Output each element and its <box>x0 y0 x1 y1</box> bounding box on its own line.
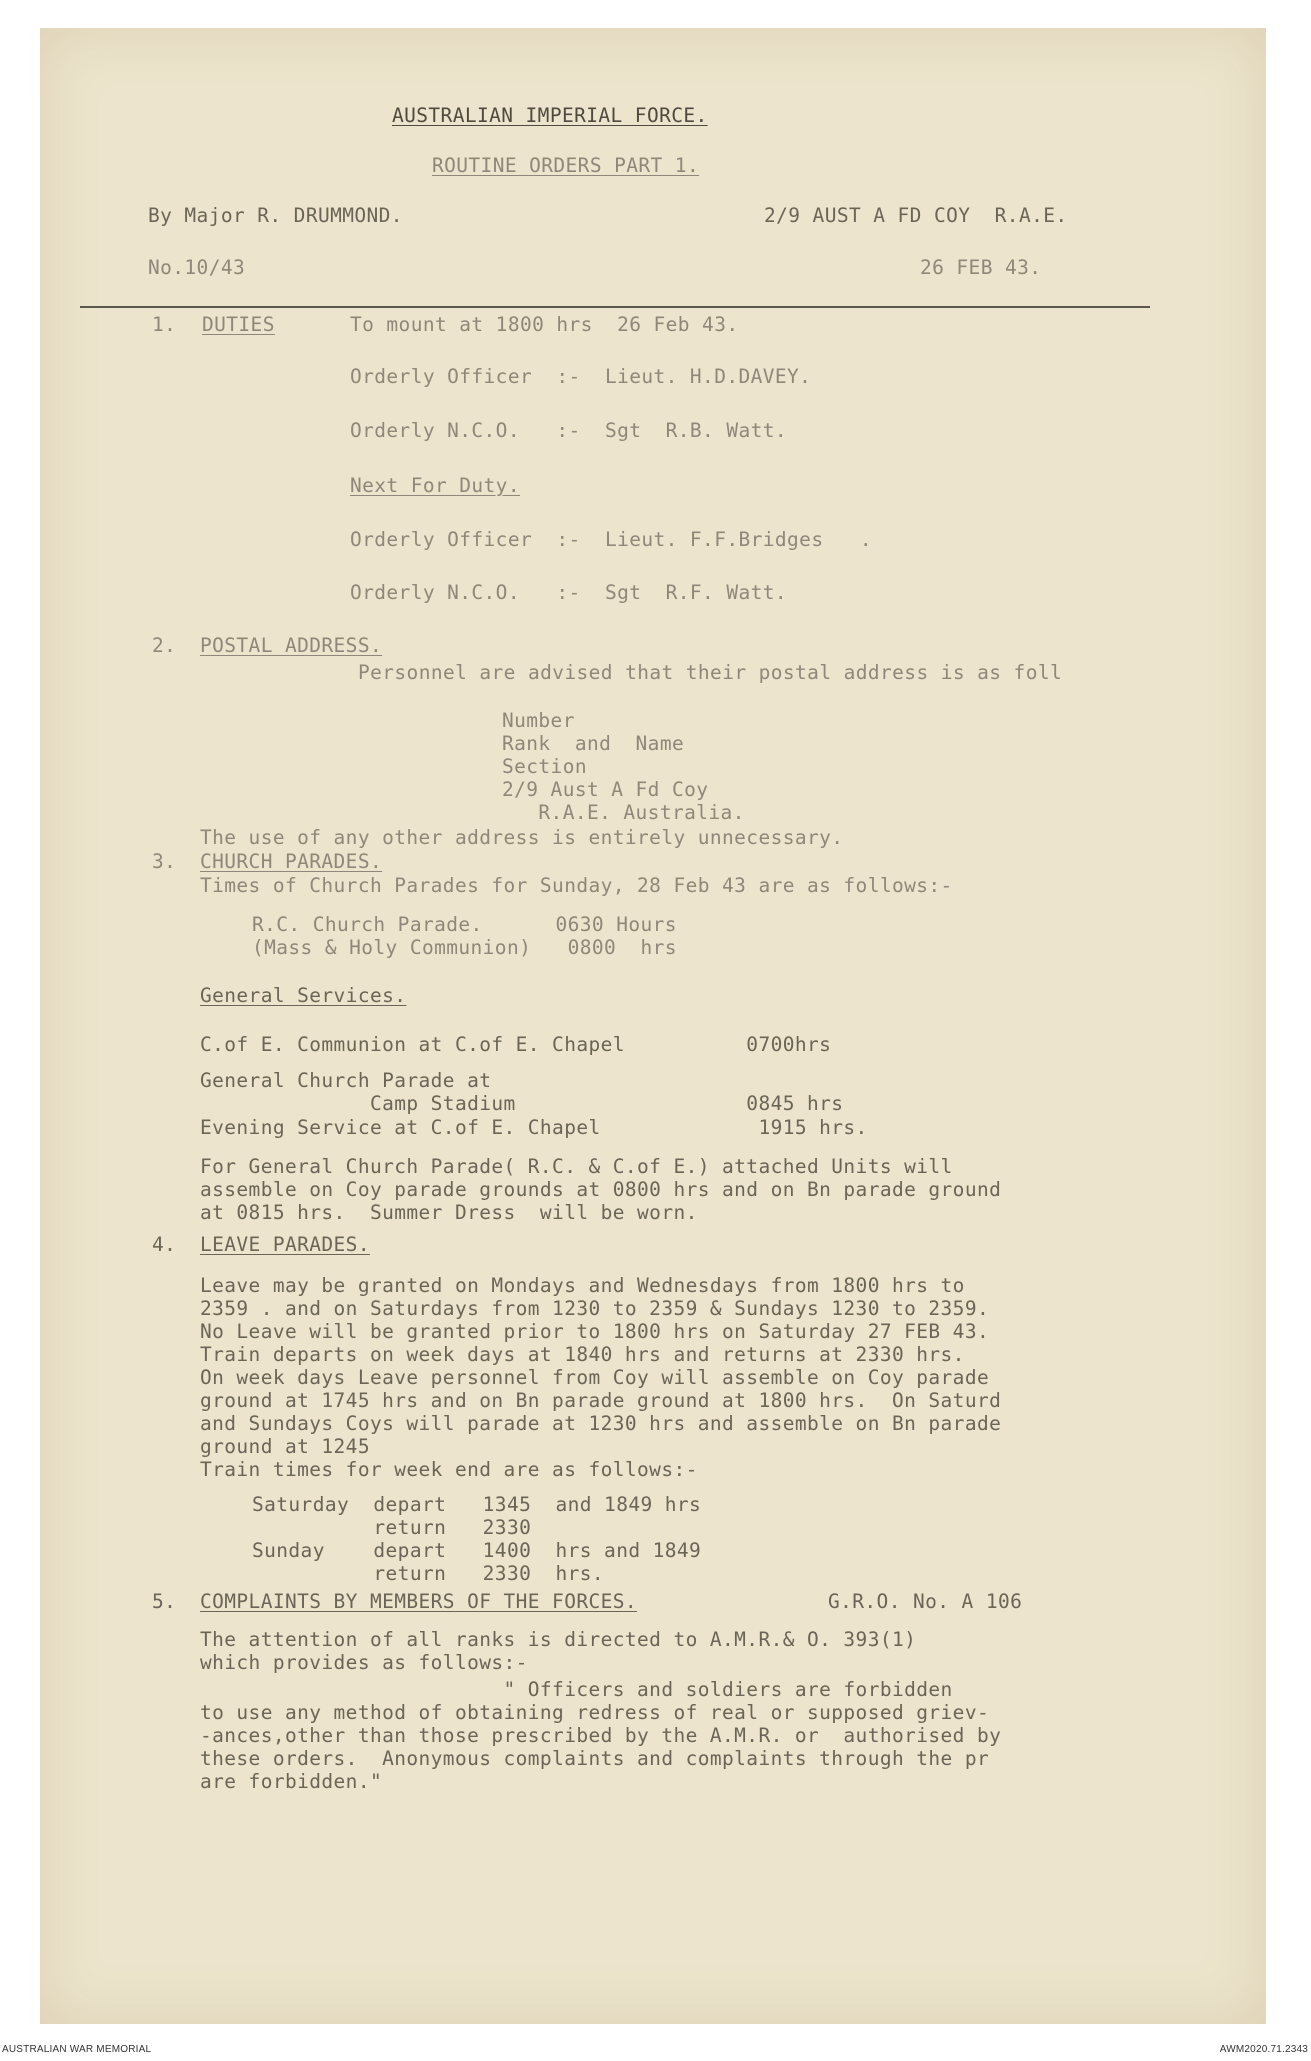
leave-line: ground at 1745 hrs and on Bn parade ground at 1800 hrs. On Saturd <box>200 1389 1002 1412</box>
train-time-line: Sunday depart 1400 hrs and 1849 <box>252 1539 702 1562</box>
service-line: Evening Service at C.of E. Chapel 1915 hrs. <box>200 1116 868 1139</box>
document-subtitle: ROUTINE ORDERS PART 1. <box>432 154 700 177</box>
church-closing-line: For General Church Parade( R.C. & C.of E.) attached Units will <box>200 1155 953 1178</box>
service-line: Camp Stadium 0845 hrs <box>200 1092 844 1115</box>
leave-line: ground at 1245 <box>200 1435 370 1458</box>
section-heading: DUTIES <box>202 313 275 336</box>
church-closing-line: assemble on Coy parade grounds at 0800 hrs and on Bn parade ground <box>200 1178 1002 1201</box>
leave-line: Leave may be granted on Mondays and Wednesdays from 1800 hrs to <box>200 1274 965 1297</box>
address-line: R.A.E. Australia. <box>502 801 745 824</box>
duty-line: Orderly N.C.O. :- Sgt R.F. Watt. <box>350 581 788 604</box>
footer-accession-number: AWM2020.71.2343 <box>1219 2044 1308 2055</box>
section-number: 3. <box>152 850 177 873</box>
train-time-line: return 2330 hrs. <box>252 1562 605 1585</box>
complaint-line: -ances,other than those prescribed by the A.M.R. or authorised by <box>200 1724 1002 1747</box>
complaint-line: are forbidden." <box>200 1770 383 1793</box>
leave-line: Train departs on week days at 1840 hrs and returns at 2330 hrs. <box>200 1343 965 1366</box>
train-time-line: return 2330 <box>252 1516 532 1539</box>
service-line: C.of E. Communion at C.of E. Chapel 0700hrs <box>200 1033 832 1056</box>
complaint-line: " Officers and soldiers are forbidden <box>200 1678 953 1701</box>
leave-line: On week days Leave personnel from Coy will assemble on Coy parade <box>200 1366 990 1389</box>
service-line: General Church Parade at <box>200 1069 492 1092</box>
duty-subheading: Next For Duty. <box>350 474 520 497</box>
issuer-line: By Major R. DRUMMOND. <box>148 204 403 227</box>
order-number: No.10/43 <box>148 256 246 279</box>
duty-line: Orderly Officer :- Lieut. F.F.Bridges . <box>350 528 873 551</box>
postal-intro: Personnel are advised that their postal address is as foll <box>358 661 1063 684</box>
complaint-line: to use any method of obtaining redress of real or supposed griev- <box>200 1701 990 1724</box>
section-heading: CHURCH PARADES. <box>200 850 383 873</box>
church-line: (Mass & Holy Communion) 0800 hrs <box>252 936 677 959</box>
section-number: 5. <box>152 1590 177 1613</box>
complaint-line: The attention of all ranks is directed to A.M.R.& O. 393(1) <box>200 1628 917 1651</box>
church-intro: Times of Church Parades for Sunday, 28 Feb 43 are as follows:- <box>200 874 953 897</box>
general-services-heading: General Services. <box>200 984 407 1007</box>
address-line: Section <box>502 755 587 778</box>
address-line: Rank and Name <box>502 732 685 755</box>
complaint-line: these orders. Anonymous complaints and complaints through the pr <box>200 1747 990 1770</box>
train-time-line: Saturday depart 1345 and 1849 hrs <box>252 1493 702 1516</box>
header-rule <box>80 306 1150 308</box>
leave-line: Train times for week end are as follows:- <box>200 1458 698 1481</box>
footer-credit: AUSTRALIAN WAR MEMORIAL <box>2 2044 152 2055</box>
section-number: 4. <box>152 1233 177 1256</box>
duty-line: Orderly N.C.O. :- Sgt R.B. Watt. <box>350 419 788 442</box>
unit-line: 2/9 AUST A FD COY R.A.E. <box>764 204 1068 227</box>
leave-line: 2359 . and on Saturdays from 1230 to 2359 & Sundays 1230 to 2359. <box>200 1297 990 1320</box>
section-heading: COMPLAINTS BY MEMBERS OF THE FORCES. <box>200 1590 638 1613</box>
address-line: Number <box>502 709 575 732</box>
document-page <box>40 28 1266 2024</box>
section-heading: LEAVE PARADES. <box>200 1233 370 1256</box>
church-line: R.C. Church Parade. 0630 Hours <box>252 913 677 936</box>
gro-reference: G.R.O. No. A 106 <box>828 1590 1023 1613</box>
address-line: 2/9 Aust A Fd Coy <box>502 778 709 801</box>
section-number: 1. <box>152 313 177 336</box>
document-title: AUSTRALIAN IMPERIAL FORCE. <box>392 104 708 127</box>
leave-line: and Sundays Coys will parade at 1230 hrs and assemble on Bn parade <box>200 1412 1002 1435</box>
section-number: 2. <box>152 634 177 657</box>
church-closing-line: at 0815 hrs. Summer Dress will be worn. <box>200 1201 698 1224</box>
duties-intro: To mount at 1800 hrs 26 Feb 43. <box>350 313 739 336</box>
postal-closing: The use of any other address is entirely unnecessary. <box>200 826 844 849</box>
duty-line: Orderly Officer :- Lieut. H.D.DAVEY. <box>350 365 812 388</box>
order-date: 26 FEB 43. <box>920 256 1042 279</box>
section-heading: POSTAL ADDRESS. <box>200 634 383 657</box>
leave-line: No Leave will be granted prior to 1800 hrs on Saturday 27 FEB 43. <box>200 1320 990 1343</box>
complaint-line: which provides as follows:- <box>200 1651 528 1674</box>
